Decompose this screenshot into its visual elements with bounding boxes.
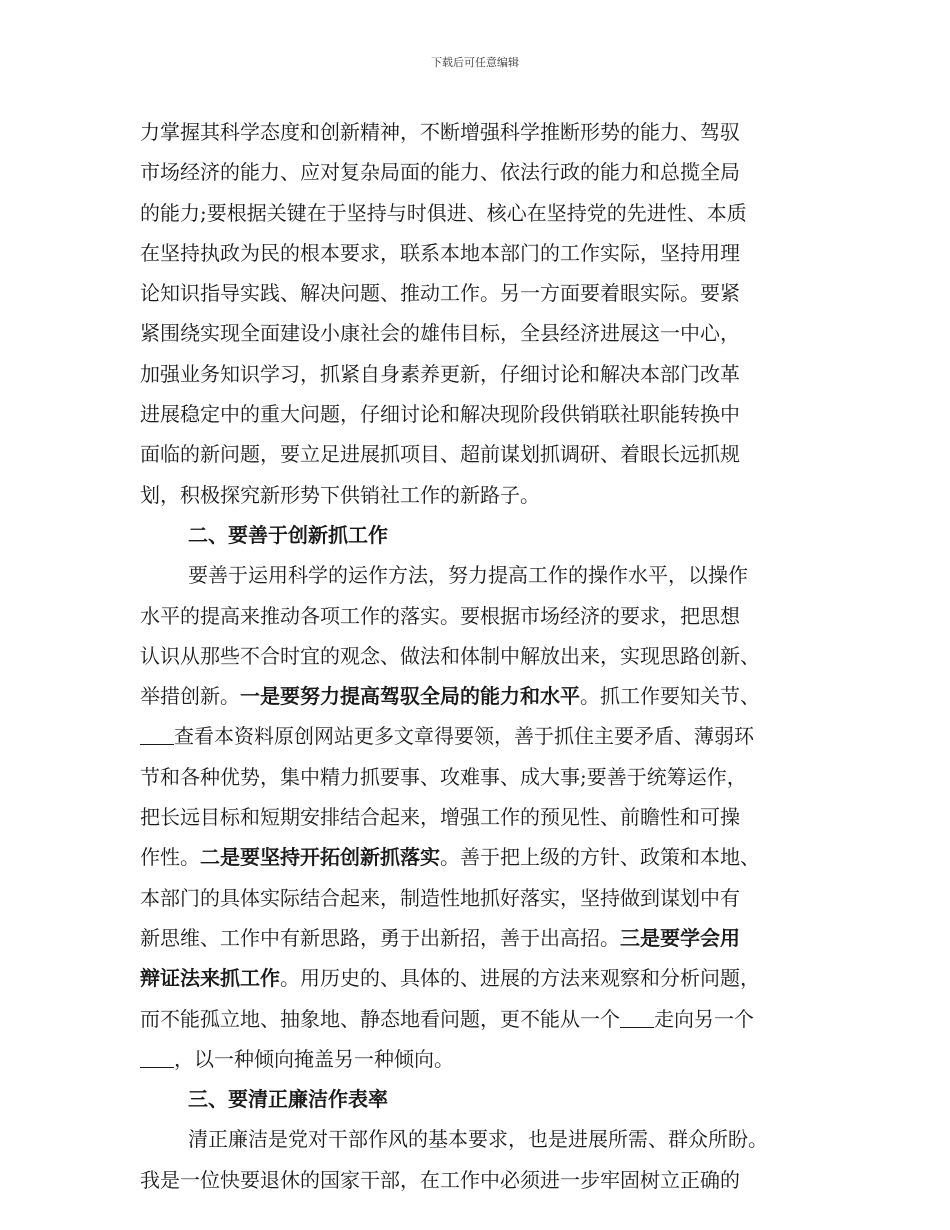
bold-emphasis: 二是要坚持开拓创新抓落实 bbox=[200, 845, 440, 870]
line-text: 查看本资料原创网站更多文章得要领，善于抓住主要矛盾、薄弱环 bbox=[174, 724, 754, 749]
paragraph-line bbox=[140, 676, 820, 716]
paragraph-line: 水平的提高来推动各项工作的落实。要根据市场经济的要求，把思想 bbox=[140, 603, 740, 628]
section-heading-3: 三、要清正廉洁作表率 bbox=[188, 1087, 388, 1112]
line-text: ，以一种倾向掩盖另一种倾向。 bbox=[174, 1046, 454, 1071]
paragraph-line: 的能力;要根据关键在于坚持与时俱进、核心在坚持党的先进性、本质 bbox=[140, 200, 747, 225]
line-text: 而不能孤立地、抽象地、静态地看问题，更不能从一个 bbox=[140, 1006, 620, 1031]
paragraph-line: 划，积极探究新形势下供销社工作的新路子。 bbox=[140, 482, 540, 507]
bold-emphasis: 一是要努力提高驾驭全局的能力和水平 bbox=[240, 684, 580, 709]
paragraph-line: 把长远目标和短期安排结合起来，增强工作的预见性、前瞻性和可操 bbox=[140, 805, 740, 830]
document-body bbox=[140, 112, 820, 1200]
paragraph-line bbox=[140, 918, 820, 958]
paragraph-line: 加强业务知识学习，抓紧自身素养更新，仔细讨论和解决本部门改革 bbox=[140, 361, 740, 386]
page-header: 下载后可任意编辑 bbox=[431, 56, 519, 69]
paragraph-line: 要善于运用科学的运作方法，努力提高工作的操作水平，以操作 bbox=[188, 563, 748, 588]
blank-underline bbox=[620, 1007, 654, 1028]
paragraph-line bbox=[140, 716, 820, 756]
line-text: 。抓工作要知关节、 bbox=[580, 684, 760, 709]
paragraph-line: 认识从那些不合时宜的观念、做法和体制中解放出来，实现思路创新、 bbox=[140, 643, 760, 668]
paragraph-line bbox=[140, 837, 820, 877]
paragraph-line: 清正廉洁是党对干部作风的基本要求，也是进展所需、群众所盼。 bbox=[188, 1127, 768, 1152]
paragraph-line: 面临的新问题，要立足进展抓项目、超前谋划抓调研、着眼长远抓规 bbox=[140, 442, 740, 467]
paragraph-line: 在坚持执政为民的根本要求，联系本地本部门的工作实际，坚持用理 bbox=[140, 240, 740, 265]
bold-emphasis: 辩证法来抓工作 bbox=[140, 966, 280, 991]
section-heading-2: 二、要善于创新抓工作 bbox=[188, 522, 388, 547]
line-text: 举措创新。 bbox=[140, 684, 240, 709]
paragraph-line bbox=[140, 958, 820, 998]
bold-emphasis: 三是要学会用 bbox=[620, 925, 740, 950]
paragraph-line: 我是一位快要退休的国家干部，在工作中必须进一步牢固树立正确的 bbox=[140, 1167, 740, 1192]
paragraph-line bbox=[140, 1039, 820, 1079]
blank-underline bbox=[140, 1047, 174, 1068]
paragraph-line: 节和各种优势，集中精力抓要事、攻难事、成大事;要善于统筹运作， bbox=[140, 764, 747, 789]
line-text: 。用历史的、具体的、进展的方法来观察和分析问题， bbox=[280, 966, 760, 991]
paragraph-line: 本部门的具体实际结合起来，制造性地抓好落实，坚持做到谋划中有 bbox=[140, 885, 740, 910]
line-text: 作性。 bbox=[140, 845, 200, 870]
line-text: 新思维、工作中有新思路，勇于出新招，善于出高招。 bbox=[140, 925, 620, 950]
line-text: 走向另一个 bbox=[654, 1006, 754, 1031]
paragraph-line bbox=[140, 999, 820, 1039]
paragraph-line: 紧围绕实现全面建设小康社会的雄伟目标，全县经济进展这一中心， bbox=[140, 321, 740, 346]
paragraph-line: 论知识指导实践、解决问题、推动工作。另一方面要着眼实际。要紧 bbox=[140, 281, 740, 306]
line-text: 。善于把上级的方针、政策和本地、 bbox=[440, 845, 760, 870]
paragraph-line: 市场经济的能力、应对复杂局面的能力、依法行政的能力和总揽全局 bbox=[140, 160, 740, 185]
paragraph-line: 力掌握其科学态度和创新精神，不断增强科学推断形势的能力、驾驭 bbox=[140, 120, 740, 144]
paragraph-line: 进展稳定中的重大问题，仔细讨论和解决现阶段供销联社职能转换中 bbox=[140, 402, 740, 427]
blank-underline bbox=[140, 724, 174, 745]
